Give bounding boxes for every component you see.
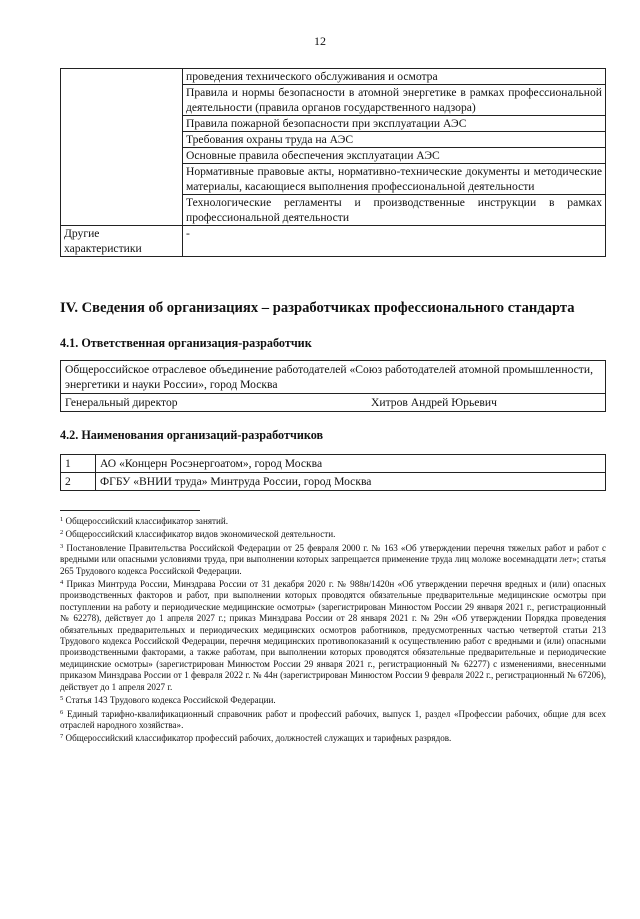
director-name: Хитров Андрей Юрьевич [371, 396, 497, 409]
characteristic-item: Технологические регламенты и производственные инструкции в рамках профессиональной деятельности [183, 195, 606, 226]
footnote-text: Общероссийский классификатор занятий. [63, 516, 228, 526]
characteristic-item: проведения технического обслуживания и осмотра [183, 69, 606, 85]
table-row [61, 69, 606, 85]
row-number: 2 [61, 473, 96, 491]
director-position: Генеральный директор [65, 396, 178, 409]
characteristic-item: Нормативные правовые акты, нормативно-технические документы и методические материалы, касающиеся выполнения профессиональной деятельности [183, 164, 606, 195]
footnote-divider [60, 510, 200, 511]
characteristic-item: Требования охраны труда на АЭС [183, 132, 606, 148]
footnote-text: Единый тарифно-квалификационный справочник работ и профессий рабочих, выпуск 1, раздел «Профессии рабочих, общие для всех отраслей народного хозяйства». [60, 708, 606, 730]
section-title: IV. Сведения об организациях – разработчиках профессионального стандарта [60, 300, 575, 316]
footnote [60, 514, 606, 527]
table-row [61, 226, 606, 257]
developer-org-name: ФГБУ «ВНИИ труда» Минтруда России, город Москва [96, 473, 606, 491]
director-cell [61, 394, 606, 412]
footnote [60, 527, 606, 540]
responsible-org-name: Общероссийское отраслевое объединение работодателей «Союз работодателей атомной промышленности, энергетики и науки России», город Москва [61, 361, 606, 394]
footnote-text: Общероссийский классификатор профессий рабочих, должностей служащих и тарифных разрядов. [63, 733, 452, 744]
footnote [60, 577, 606, 693]
footnotes [60, 514, 606, 745]
table-row [61, 361, 606, 394]
characteristics-table [60, 68, 606, 257]
table-row [61, 394, 606, 412]
table-row [61, 473, 606, 491]
table-row [61, 455, 606, 473]
footnote-mark: 7 [60, 733, 64, 741]
developer-orgs-heading: 4.2. Наименования организаций-разработчиков [60, 428, 324, 442]
developer-org-name: АО «Концерн Росэнергоатом», город Москва [96, 455, 606, 473]
developer-orgs-table [60, 454, 606, 491]
footnote [60, 541, 606, 577]
other-characteristics-value: - [183, 226, 606, 257]
other-characteristics-label: Другие характеристики [61, 226, 183, 257]
page-number: 12 [314, 34, 326, 48]
footnote [60, 707, 606, 732]
responsible-org-table [60, 360, 606, 412]
row-number: 1 [61, 455, 96, 473]
footnote-text: Общероссийский классификатор видов экономической деятельности. [63, 529, 336, 540]
footnote-text: Постановление Правительства Российской Федерации от 25 февраля 2000 г. № 163 «Об утверждении перечня тяжелых работ и работ с вредными или опасными условиями труда, при выполнении которых запрещается применение труда лиц моложе восемнадцати лет»; статья 265 Трудового кодекса Российской Федерации. [60, 542, 606, 576]
characteristic-item: Основные правила обеспечения эксплуатации АЭС [183, 148, 606, 164]
footnote [60, 731, 606, 744]
characteristics-label-cell [61, 69, 183, 226]
responsible-org-heading: 4.1. Ответственная организация-разработчик [60, 336, 312, 350]
footnote-mark: 6 [60, 708, 64, 716]
footnote-text: Статья 143 Трудового кодекса Российской Федерации. [63, 695, 276, 706]
footnote-mark: 1 [60, 516, 64, 523]
characteristic-item: Правила и нормы безопасности в атомной энергетике в рамках профессиональной деятельности (правила органов государственного надзора) [183, 85, 606, 116]
footnote-mark: 3 [60, 542, 64, 550]
characteristic-item: Правила пожарной безопасности при эксплуатации АЭС [183, 116, 606, 132]
footnote-mark: 4 [60, 579, 64, 587]
footnote-mark: 2 [60, 529, 64, 537]
footnote-mark: 5 [60, 695, 64, 703]
footnote-text: Приказ Минтруда России, Минздрава России от 31 декабря 2020 г. № 988н/1420н «Об утверждении перечня вредных и (или) опасных производственных факторов и работ, при выполнении которых проводятся обязательные предварительные медицинские осмотры при поступлении на работу и периодические медицинские осмотры» (зарегистрирован Минюстом России 29 января 2021 г., регистрационный № 62278), действует до 1 апреля 2027 г.; приказ Минздрава России от 28 января 2021 г. № 29н «Об утверждении Порядка проведения обязательных предварительных и периодических медицинских осмотров работников, предусмотренных частью четвертой статьи 213 Трудового кодекса Российской Федерации, перечня медицинских противопоказаний к осуществлению работ с вредными и (или) опасными производственными факторами, а также работам, при выполнении которых проводятся обязательные предварительные и периодические медицинские осмотры» (зарегистрирован Минюстом России 29 января 2021 г., регистрационный № 62277) с изменениями, внесенными приказом Минздрава России от 1 февраля 2022 г. № 44н (зарегистрирован Минюстом России 9 февраля 2022 г., регистрационный № 67206), действует до 1 апреля 2027 г. [60, 579, 606, 692]
footnote [60, 693, 606, 706]
